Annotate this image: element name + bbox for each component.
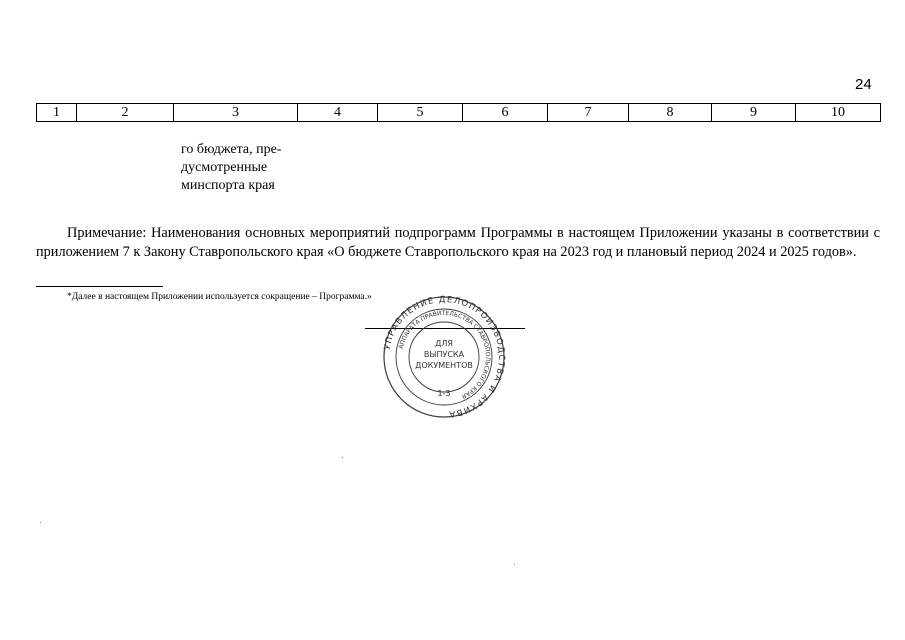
column-number-7: 7 (548, 104, 629, 122)
column-number-5: 5 (378, 104, 463, 122)
note-paragraph: Примечание: Наименования основных мероприятий подпрограмм Программы в настоящем Приложении указаны в соответствии с приложением 7 к Закону Ставропольского края «О бюджете Ставропольского края на 2023 год и плановый период 2024 и 2025 годов». (36, 225, 880, 260)
column-number-10: 10 (796, 104, 881, 122)
seal-inner-text: АППАРАТА ПРАВИТЕЛЬСТВА СТАВРОПОЛЬСКОГО КРАЯ (397, 309, 492, 400)
continuation-line: го бюджета, пре- (181, 142, 282, 157)
footnote: *Далее в настоящем Приложении используется сокращение – Программа.» (67, 292, 372, 302)
page-number: 24 (855, 76, 872, 93)
column-number-4: 4 (298, 104, 378, 122)
table-header (36, 103, 881, 122)
column-number-2: 2 (77, 104, 174, 122)
scan-speck (342, 457, 343, 458)
column-number-9: 9 (712, 104, 796, 122)
footnote-divider (36, 286, 163, 287)
continuation-line: минспорта края (181, 178, 275, 193)
seal-bottom-mark: 1-3 (437, 389, 451, 398)
column-number-8: 8 (629, 104, 712, 122)
table-continuation-text (181, 141, 281, 195)
seal-outer-text: УПРАВЛЕНИЕ ДЕЛОПРОИЗВОДСТВА И АРХИВА (382, 294, 507, 419)
continuation-line: дусмотренные (181, 160, 268, 175)
seal-center-line: ДОКУМЕНТОВ (415, 361, 473, 370)
table-header-row (37, 104, 881, 122)
seal-center-line: ВЫПУСКА (423, 350, 465, 359)
column-number-6: 6 (463, 104, 548, 122)
scan-speck (514, 564, 515, 565)
scan-speck (40, 522, 41, 523)
column-number-3: 3 (174, 104, 298, 122)
seal-center-line: ДЛЯ (435, 339, 453, 348)
official-seal (376, 294, 512, 420)
column-number-1: 1 (37, 104, 77, 122)
